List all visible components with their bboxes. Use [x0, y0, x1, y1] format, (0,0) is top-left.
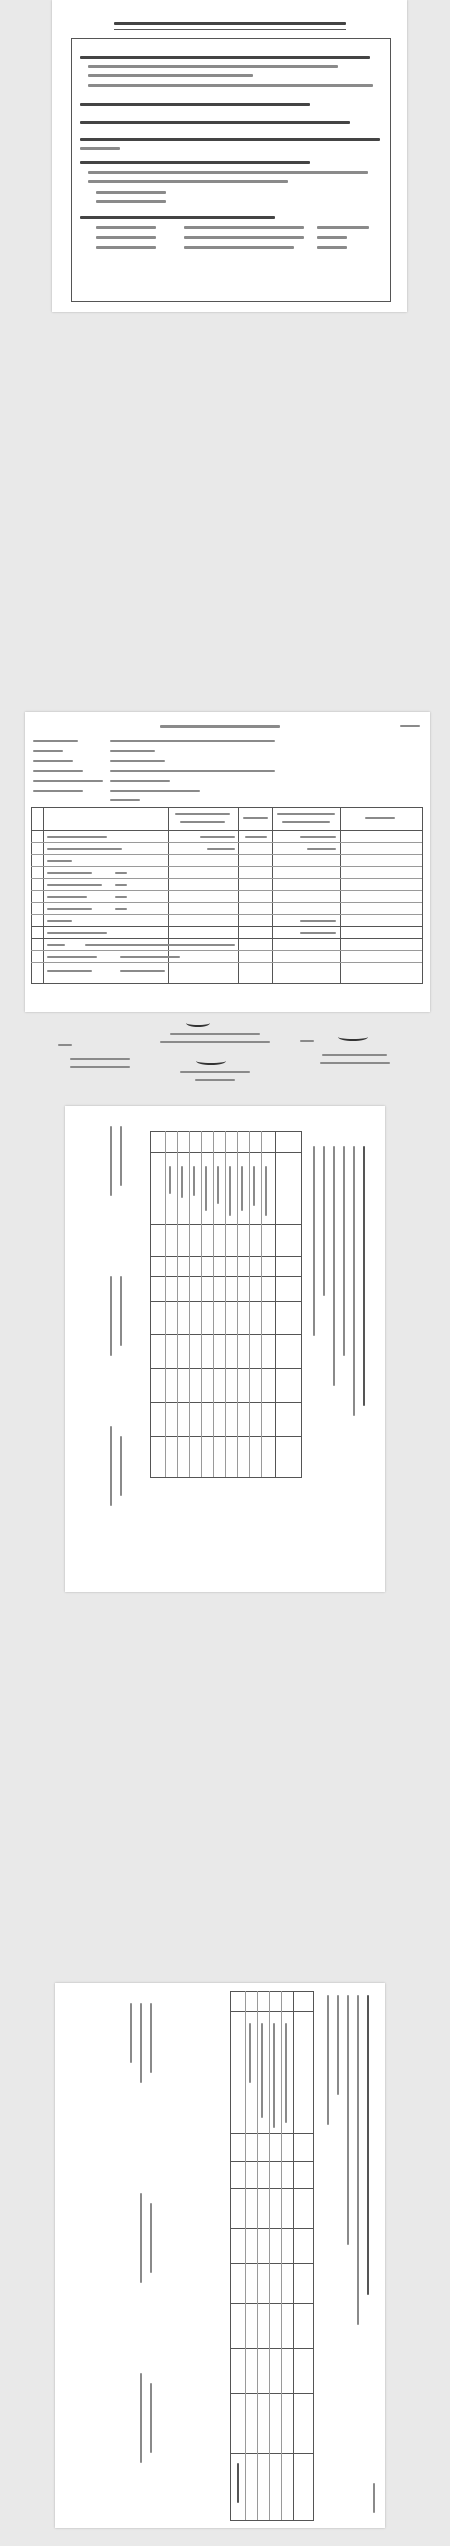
cost-row-2-total — [307, 848, 336, 850]
section-1-line-4 — [88, 84, 373, 87]
page-3-rotated-detail-table — [65, 1106, 385, 1592]
header-label-3 — [33, 760, 73, 762]
cost-row-4-label — [47, 872, 92, 874]
cost-row-2-label — [47, 848, 122, 850]
cost-table-col-5 — [340, 807, 341, 983]
cost-row-12-value — [120, 970, 165, 972]
cost-row-9-label — [47, 932, 107, 934]
section-6-line — [80, 216, 275, 219]
committee-position-3 — [184, 246, 294, 249]
signature-left-label — [58, 1044, 72, 1046]
page-4-heading-4 — [337, 1995, 339, 2095]
cost-row-11 — [31, 962, 422, 963]
signature-center-top — [186, 1019, 210, 1027]
page-3-cell-text-7 — [193, 1166, 195, 1196]
committee-role-2 — [317, 236, 347, 239]
page-4-cell-text-4 — [249, 2023, 251, 2083]
section-1-line-1 — [80, 56, 370, 59]
page-1-title-line — [114, 22, 346, 25]
page-4-row-1 — [281, 1991, 282, 2520]
page-3-row-5 — [213, 1131, 214, 1477]
page-3-row-2 — [249, 1131, 250, 1477]
cost-col-header-3b — [282, 821, 330, 823]
page-4-signature-line-6 — [150, 2383, 152, 2453]
cost-col-header-1 — [175, 813, 230, 815]
page-4-heading-5 — [327, 1995, 329, 2125]
cost-row-5-rate — [115, 884, 127, 886]
page-3-signature-line-6 — [110, 1426, 112, 1506]
page-4-heading-1 — [367, 1995, 369, 2295]
page-4-cell-text-1 — [285, 2023, 287, 2123]
page-3-cell-text-4 — [229, 1166, 231, 1216]
page-3-cell-text-2 — [253, 1166, 255, 1206]
committee-position-2 — [184, 236, 304, 239]
page-4-rotated-detail-table — [55, 1983, 385, 2528]
page-4-cell-text-2 — [273, 2023, 275, 2128]
page-1-frame — [71, 38, 391, 302]
page-4-cell-text-3 — [261, 2023, 263, 2118]
page-2-cost-summary — [25, 712, 430, 1012]
section-4-line-2 — [80, 147, 120, 150]
cost-row-10-text — [85, 944, 235, 946]
page-3-row-8 — [177, 1131, 178, 1477]
cost-row-10 — [31, 950, 422, 951]
page-4-table-col-5 — [230, 2228, 313, 2229]
section-5-line-2 — [88, 171, 368, 174]
cost-row-5 — [31, 890, 422, 891]
page-4-heading-3 — [347, 1995, 349, 2245]
cost-row-11-value — [120, 956, 180, 958]
signature-center-top-name — [170, 1033, 260, 1035]
section-1-line-2 — [88, 65, 338, 68]
page-3-cell-text-3 — [241, 1166, 243, 1211]
page-4-signature-line-7 — [140, 2373, 142, 2463]
cost-row-6 — [31, 902, 422, 903]
signature-left-name — [70, 1058, 130, 1060]
signature-center-bottom-role — [195, 1079, 235, 1081]
cost-row-8-label — [47, 920, 72, 922]
header-value-4 — [110, 770, 275, 772]
cost-row-9 — [31, 938, 422, 939]
header-value-3 — [110, 760, 165, 762]
page-4-table-col-2 — [230, 2133, 313, 2134]
page-3-signature-line-2 — [110, 1126, 112, 1196]
section-5-line-3 — [88, 180, 288, 183]
section-5-line — [80, 161, 310, 164]
page-3-cell-text-9 — [169, 1166, 171, 1194]
cost-row-6-label — [47, 896, 87, 898]
header-value-5 — [110, 780, 170, 782]
header-value-2 — [110, 750, 155, 752]
cost-row-11-label — [47, 956, 97, 958]
page-3-row-9 — [165, 1131, 166, 1477]
page-4-row-3 — [257, 1991, 258, 2520]
cost-row-4 — [31, 878, 422, 879]
page-3-signature-line-1 — [120, 1126, 122, 1186]
cost-row-7 — [31, 914, 422, 915]
committee-role-3 — [317, 246, 347, 249]
page-3-row-6 — [201, 1131, 202, 1477]
cost-row-8 — [31, 926, 422, 927]
section-5-line-4 — [96, 191, 166, 194]
page-4-signature-line-4 — [150, 2203, 152, 2273]
cost-table-header-rule — [31, 830, 422, 831]
cost-row-12-label — [47, 970, 92, 972]
header-label-4 — [33, 770, 83, 772]
signature-right-name — [322, 1054, 387, 1056]
cost-table-col-1 — [43, 807, 44, 983]
cost-row-1 — [31, 842, 422, 843]
committee-name-1 — [96, 226, 156, 229]
committee-name-3 — [96, 246, 156, 249]
page-2-title-line — [160, 725, 280, 728]
signature-center-bottom — [196, 1057, 226, 1065]
signature-right-role — [320, 1062, 390, 1064]
header-label-6 — [33, 790, 83, 792]
page-3-table-header-rule — [275, 1131, 276, 1477]
cost-row-3-label — [47, 860, 72, 862]
cost-row-5-label — [47, 884, 102, 886]
header-label-2 — [33, 750, 63, 752]
signature-right — [338, 1033, 368, 1041]
page-4-table-col-3 — [230, 2161, 313, 2162]
page-3-signature-line-4 — [110, 1276, 112, 1356]
page-4-signature-line-2 — [140, 2003, 142, 2083]
section-5-line-5 — [96, 200, 166, 203]
page-3-row-4 — [225, 1131, 226, 1477]
cost-col-header-3 — [277, 813, 335, 815]
header-label-5 — [33, 780, 103, 782]
page-4-signature-line-1 — [150, 2003, 152, 2073]
page-4-table-col-7 — [230, 2303, 313, 2304]
page-4-cell-total — [237, 2463, 239, 2503]
page-4-table — [230, 1991, 314, 2521]
page-1-title-underline — [114, 29, 346, 30]
page-3-heading-5 — [323, 1146, 325, 1296]
page-4-table-col-1 — [230, 2011, 313, 2012]
page-3-heading-6 — [313, 1146, 315, 1336]
page-4-table-col-10 — [230, 2453, 313, 2454]
section-3-line — [80, 121, 350, 124]
page-1-project-summary — [52, 0, 407, 312]
cost-row-3 — [31, 866, 422, 867]
signature-center-top-role — [160, 1041, 270, 1043]
cost-row-7-label — [47, 908, 92, 910]
page-3-cell-text-6 — [205, 1166, 207, 1211]
cost-row-1-label — [47, 836, 107, 838]
committee-role-1 — [317, 226, 369, 229]
page-4-table-col-4 — [230, 2188, 313, 2189]
cost-row-7-rate — [115, 908, 127, 910]
section-1-line-3 — [88, 74, 253, 77]
cost-row-2-cost — [207, 848, 235, 850]
page-3-row-7 — [189, 1131, 190, 1477]
cost-row-2 — [31, 854, 422, 855]
page-3-signature-line-3 — [120, 1276, 122, 1346]
cost-row-8-total — [300, 920, 336, 922]
page-3-signature-line-5 — [120, 1436, 122, 1496]
page-4-row-2 — [269, 1991, 270, 2520]
page-3-cell-text-8 — [181, 1166, 183, 1198]
page-4-table-col-8 — [230, 2348, 313, 2349]
page-4-heading-2 — [357, 1995, 359, 2325]
cost-row-9-total — [300, 932, 336, 934]
page-3-cell-text-1 — [265, 1166, 267, 1216]
cost-col-header-4 — [365, 817, 395, 819]
signature-left-role — [70, 1066, 130, 1068]
page-3-heading-2 — [353, 1146, 355, 1416]
signature-center-bottom-name — [180, 1071, 250, 1073]
header-value-7 — [110, 799, 140, 801]
header-value-6 — [110, 790, 200, 792]
cost-table-col-3 — [238, 807, 239, 983]
header-value-1 — [110, 740, 275, 742]
page-4-table-col-9 — [230, 2393, 313, 2394]
cost-table-col-4 — [272, 807, 273, 983]
cost-col-header-2 — [243, 817, 268, 819]
page-3-heading-4 — [333, 1146, 335, 1386]
cost-row-4-rate — [115, 872, 127, 874]
section-4-line — [80, 138, 380, 141]
page-4-page-number — [373, 2483, 375, 2513]
page-3-cell-text-5 — [217, 1166, 219, 1204]
cost-row-6-rate — [115, 896, 127, 898]
page-3-heading-1 — [363, 1146, 365, 1406]
page-3-row-3 — [237, 1131, 238, 1477]
signature-right-label — [300, 1040, 314, 1042]
page-4-row-4 — [245, 1991, 246, 2520]
cost-row-1-total — [300, 836, 336, 838]
page-3-table — [150, 1131, 302, 1478]
cost-col-header-1b — [180, 821, 225, 823]
committee-name-2 — [96, 236, 156, 239]
page-number — [400, 725, 420, 727]
page-4-table-col-6 — [230, 2263, 313, 2264]
header-label-1 — [33, 740, 78, 742]
page-4-signature-line-3 — [130, 2003, 132, 2063]
cost-row-1-cost — [200, 836, 235, 838]
page-4-signature-line-5 — [140, 2193, 142, 2283]
page-4-table-header-rule — [293, 1991, 294, 2520]
section-2-line — [80, 103, 310, 106]
cost-row-10-label — [47, 944, 65, 946]
page-3-row-1 — [261, 1131, 262, 1477]
committee-position-1 — [184, 226, 304, 229]
page-3-heading-3 — [343, 1146, 345, 1356]
cost-row-1-factor — [245, 836, 267, 838]
